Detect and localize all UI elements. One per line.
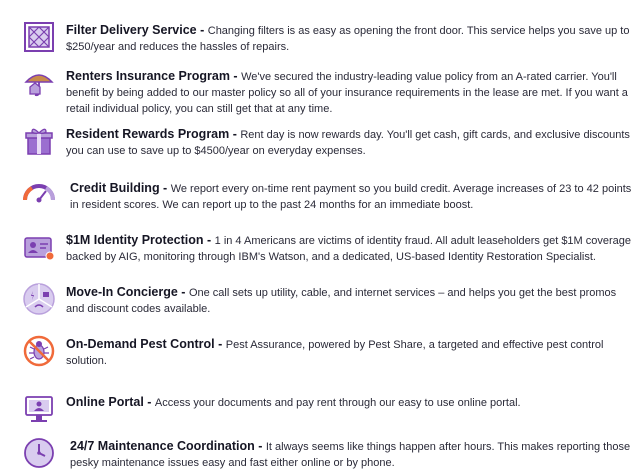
id-card-icon [22,230,56,264]
service-title: Move-In Concierge [66,285,178,299]
computer-portal-icon [22,392,56,426]
service-identity-protection: $1M Identity Protection - 1 in 4 Americans are victims of identity fraud. All adult leaseholders get $1M coverage backed by AIG, monitoring through IBM's Watson, and a dedicated, US-based Identity Restoration Specialist. [22,232,632,265]
service-description: Pest Assurance, powered by Pest Share, a targeted and effective pest control solution. [66,339,604,367]
service-title: Online Portal [66,395,144,409]
service-description: We've secured the industry-leading value policy from an A-rated carrier. You'll benefit by being added to our master policy so all of your insurance requirements in the lease are met. If you want a retail individual policy, you can still get that at any time. [66,71,628,115]
service-title: 24/7 Maintenance Coordination [70,439,255,453]
service-description: 1 in 4 Americans are victims of identity fraud. All adult leaseholders get $1M coverage backed by AIG, monitoring through IBM's Watson, and a dedicated, US-based Identity Restoration Specialist. [66,235,632,263]
service-title: Resident Rewards Program [66,127,230,141]
service-resident-rewards: Resident Rewards Program - Rent day is now rewards day. You'll get cash, gift cards, and exclusive discounts you can use to save up to $4500/year on everyday expenses. [22,126,632,159]
clock-24-icon [22,436,56,470]
gift-icon [22,124,56,158]
service-filter-delivery: Filter Delivery Service - Changing filters is as easy as opening the front door. This service helps you save up to $250/year and reduces the hassles of repairs. [22,22,632,55]
no-bugs-icon [22,334,56,368]
service-description: Rent day is now rewards day. You'll get cash, gift cards, and exclusive discounts you can use to save up to $4500/year on everyday expenses. [66,129,630,157]
service-description: Changing filters is as easy as opening the front door. This service helps you save up to $250/year and reduces the hassles of repairs. [66,25,630,53]
service-online-portal: Online Portal - Access your documents and pay rent through our easy to use online portal. [22,394,632,426]
service-renters-insurance: Renters Insurance Program - We've secured the industry-leading value policy from an A-rated carrier. You'll benefit by being added to our master policy so all of your insurance requirements in the lease are met. If you want a retail individual policy, you can still get that at any time. [22,68,632,117]
service-description: We report every on-time rent payment so you build credit. Average increases of 23 to 42 points in resident scores. We can report up to the past 24 months for an immediate boost. [70,183,632,211]
service-title: Credit Building [70,181,160,195]
service-title: Renters Insurance Program [66,69,230,83]
service-description: Access your documents and pay rent through our easy to use online portal. [154,397,521,409]
service-title: On-Demand Pest Control [66,337,215,351]
credit-gauge-icon [22,178,56,212]
service-title: $1M Identity Protection [66,233,204,247]
service-pest-control: On-Demand Pest Control - Pest Assurance, powered by Pest Share, a targeted and effective pest control solution. [22,336,632,369]
service-maintenance: 24/7 Maintenance Coordination - It always seems like things happen after hours. This makes reporting those pesky maintenance issues easy and fast either online or by phone. [22,438,632,471]
service-move-in-concierge: Move-In Concierge - One call sets up utility, cable, and internet services – and helps you get the best promos and discount codes available. [22,284,632,317]
service-title: Filter Delivery Service [66,23,197,37]
filter-icon [22,20,56,54]
umbrella-house-icon [22,66,56,100]
service-description: One call sets up utility, cable, and internet services – and helps you get the best promos and discount codes available. [66,287,617,315]
service-description: It always seems like things happen after hours. This makes reporting those pesky maintenance issues easy and fast either online or by phone. [70,441,631,469]
utilities-icon [22,282,56,316]
service-credit-building: Credit Building - We report every on-time rent payment so you build credit. Average increases of 23 to 42 points in resident scores. We can report up to the past 24 months for an immediate boost. [22,180,632,213]
